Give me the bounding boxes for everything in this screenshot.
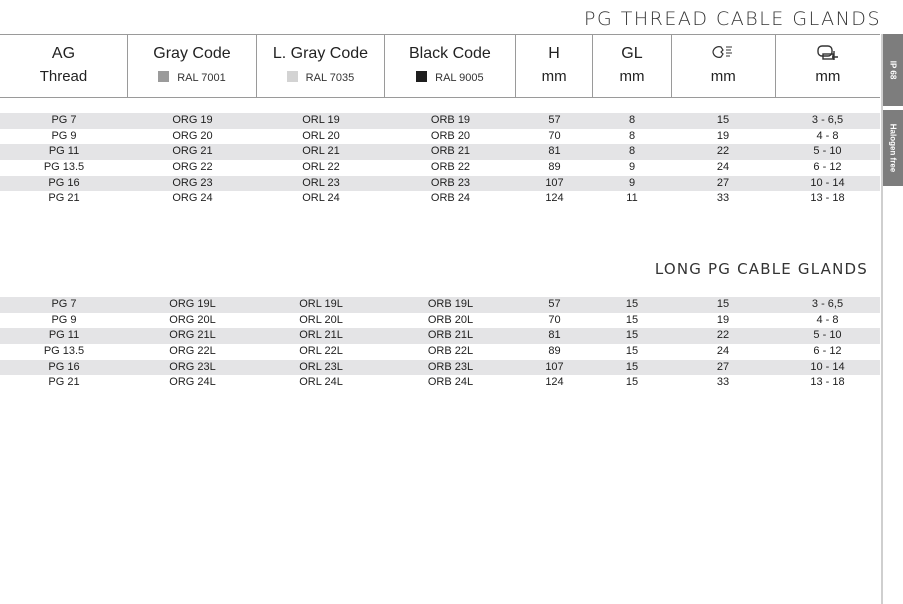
table-cell: ORL 23L — [299, 360, 343, 373]
table-cell: 3 - 6,5 — [811, 298, 844, 310]
table-cell: 107 — [545, 360, 564, 373]
table-cell: 9 — [628, 176, 636, 189]
table-cell: ORG 20L — [169, 313, 216, 326]
header-label: H — [548, 45, 560, 62]
table-cell: 27 — [716, 176, 730, 189]
table-cell: ORG 23L — [169, 360, 216, 373]
header-sublabel: mm — [619, 68, 645, 85]
table-cell: ORB 20L — [427, 313, 474, 326]
table-cell: 19 — [716, 129, 730, 142]
tab-label: IP 68 — [888, 60, 898, 80]
table-cell: 22 — [716, 145, 730, 158]
table-cell: 24 — [716, 161, 730, 174]
table-row — [0, 328, 880, 344]
table-cell: 70 — [548, 313, 561, 326]
table-cell: 5 - 10 — [813, 329, 842, 342]
table-header — [0, 34, 880, 98]
table-cell: ORG 22L — [169, 345, 216, 358]
table-cell: PG 7 — [51, 114, 77, 126]
table-cell: ORL 22L — [299, 345, 343, 358]
table-cell: ORB 22L — [427, 345, 474, 358]
table-cell: 8 — [628, 114, 636, 126]
table-cell: 10 - 14 — [810, 176, 845, 189]
table-cell: ORB 23 — [430, 176, 471, 189]
table-cell: 13 - 18 — [810, 376, 845, 389]
table-row — [0, 297, 880, 313]
table-cell: PG 21 — [48, 192, 80, 205]
table-cell: 33 — [716, 376, 730, 389]
table-cell: ORB 23L — [427, 360, 474, 373]
table-cell: 4 - 8 — [816, 313, 839, 326]
table-cell: ORL 22 — [302, 161, 340, 174]
table-row — [0, 129, 880, 145]
table-cell: 6 - 12 — [813, 345, 842, 358]
table-row — [0, 344, 880, 360]
header-h — [516, 35, 593, 97]
table-cell: ORG 22 — [172, 161, 213, 174]
table-cell: PG 16 — [48, 360, 80, 373]
table-cell: ORL 24 — [302, 192, 340, 205]
table-cell: 89 — [548, 161, 561, 174]
table-row — [0, 176, 880, 192]
table-cell: ORL 23 — [302, 176, 340, 189]
table-cell: ORG 23 — [172, 176, 213, 189]
table-cell: 6 - 12 — [813, 161, 842, 174]
table-cell: 8 — [628, 145, 636, 158]
page-title: PG THREAD CABLE GLANDS — [584, 8, 881, 30]
table-cell: 13 - 18 — [810, 192, 845, 205]
table-cell: 107 — [545, 176, 564, 189]
table-cell: ORB 24L — [427, 376, 474, 389]
ral-label: RAL 7001 — [177, 72, 226, 84]
table-cell: ORB 24 — [430, 192, 471, 205]
tab-ip68[interactable] — [883, 34, 903, 106]
table-row — [0, 313, 880, 329]
table-cell: 81 — [548, 145, 561, 158]
table-cell: 15 — [625, 329, 639, 342]
table-cell: ORL 20 — [302, 129, 340, 142]
table-cell: 15 — [716, 298, 730, 310]
table-cell: ORB 21 — [430, 145, 471, 158]
ral-label: RAL 9005 — [435, 72, 484, 84]
header-light-gray-code — [257, 35, 385, 97]
light-gray-swatch — [287, 71, 298, 82]
table-cell: 124 — [545, 192, 564, 205]
table-cell: ORL 21 — [302, 145, 340, 158]
header-sublabel: Thread — [39, 68, 88, 85]
table-cell: ORG 24L — [169, 376, 216, 389]
table-cell: PG 11 — [48, 145, 80, 158]
table-cell: 124 — [545, 376, 564, 389]
header-gray-code — [128, 35, 257, 97]
table-cell: 8 — [628, 129, 636, 142]
table-cell: 15 — [625, 345, 639, 358]
table-cell: PG 13.5 — [43, 345, 85, 358]
header-label: AG — [51, 45, 76, 62]
table-row — [0, 113, 880, 129]
table-cell: 3 - 6,5 — [811, 114, 844, 126]
table-cell: ORG 19L — [169, 298, 216, 310]
table-row — [0, 375, 880, 391]
table-cell: ORG 24 — [172, 192, 213, 205]
table-cell: ORB 20 — [430, 129, 471, 142]
table-cell: 89 — [548, 345, 561, 358]
header-label: GL — [621, 45, 643, 62]
table-cell: 5 - 10 — [813, 145, 842, 158]
table-cell: ORG 19 — [172, 114, 213, 126]
table-cell: ORG 20 — [172, 129, 213, 142]
table-cell: ORL 20L — [299, 313, 343, 326]
table-cell: ORB 21L — [427, 329, 474, 342]
table-cell: 9 — [628, 161, 636, 174]
table-cell: PG 9 — [51, 129, 77, 142]
table-cell: 15 — [625, 376, 639, 389]
tab-label: Halogen free — [888, 123, 898, 173]
table-cell: 27 — [716, 360, 730, 373]
table-cell: ORB 19L — [427, 298, 474, 310]
table-cell: PG 21 — [48, 376, 80, 389]
gray-swatch — [158, 71, 169, 82]
table-cell: 11 — [626, 192, 638, 205]
table-cell: 15 — [625, 360, 639, 373]
table-cell: 70 — [548, 129, 561, 142]
table-row — [0, 191, 880, 207]
pg-table — [0, 113, 880, 207]
table-cell: 19 — [716, 313, 730, 326]
header-thread — [0, 35, 128, 97]
table-cell: PG 9 — [51, 313, 77, 326]
header-sublabel: mm — [710, 68, 736, 85]
header-clamp — [776, 35, 880, 97]
table-cell: ORL 21L — [299, 329, 343, 342]
table-row — [0, 360, 880, 376]
long-pg-table — [0, 297, 880, 391]
table-cell: ORG 21L — [169, 329, 216, 342]
wrench-icon — [672, 43, 775, 66]
table-cell: 81 — [548, 329, 561, 342]
header-black-code — [385, 35, 516, 97]
clamp-icon — [776, 43, 880, 68]
table-cell: PG 16 — [48, 176, 80, 189]
table-cell: 4 - 8 — [816, 129, 839, 142]
header-label: Gray Code — [153, 45, 231, 62]
table-cell: 57 — [548, 298, 561, 310]
black-swatch — [416, 71, 427, 82]
header-sublabel: mm — [815, 68, 841, 85]
tab-halogen-free[interactable] — [883, 110, 903, 186]
table-cell: ORL 24L — [299, 376, 343, 389]
table-cell: 24 — [716, 345, 730, 358]
table-row — [0, 160, 880, 176]
header-sublabel: mm — [541, 68, 567, 85]
ral-label: RAL 7035 — [305, 72, 355, 84]
header-gl — [593, 35, 671, 97]
table-cell: 57 — [548, 114, 561, 126]
table-cell: PG 7 — [51, 298, 77, 310]
table-cell: 33 — [716, 192, 730, 205]
table-cell: 15 — [625, 298, 639, 310]
table-cell: ORG 21 — [172, 145, 213, 158]
header-label: Black Code — [409, 45, 491, 62]
table-cell: 10 - 14 — [810, 360, 845, 373]
table-cell: ORB 22 — [430, 161, 471, 174]
header-wrench — [672, 35, 776, 97]
section-title: LONG PG CABLE GLANDS — [654, 260, 868, 278]
table-row — [0, 144, 880, 160]
table-cell: ORL 19L — [299, 298, 343, 310]
header-label: L. Gray Code — [272, 45, 369, 62]
table-cell: 15 — [625, 313, 639, 326]
table-cell: PG 11 — [48, 329, 80, 342]
table-cell: ORB 19 — [430, 114, 471, 126]
table-cell: ORL 19 — [302, 114, 340, 126]
table-cell: PG 13.5 — [43, 161, 85, 174]
table-cell: 22 — [716, 329, 730, 342]
table-cell: 15 — [716, 114, 730, 126]
